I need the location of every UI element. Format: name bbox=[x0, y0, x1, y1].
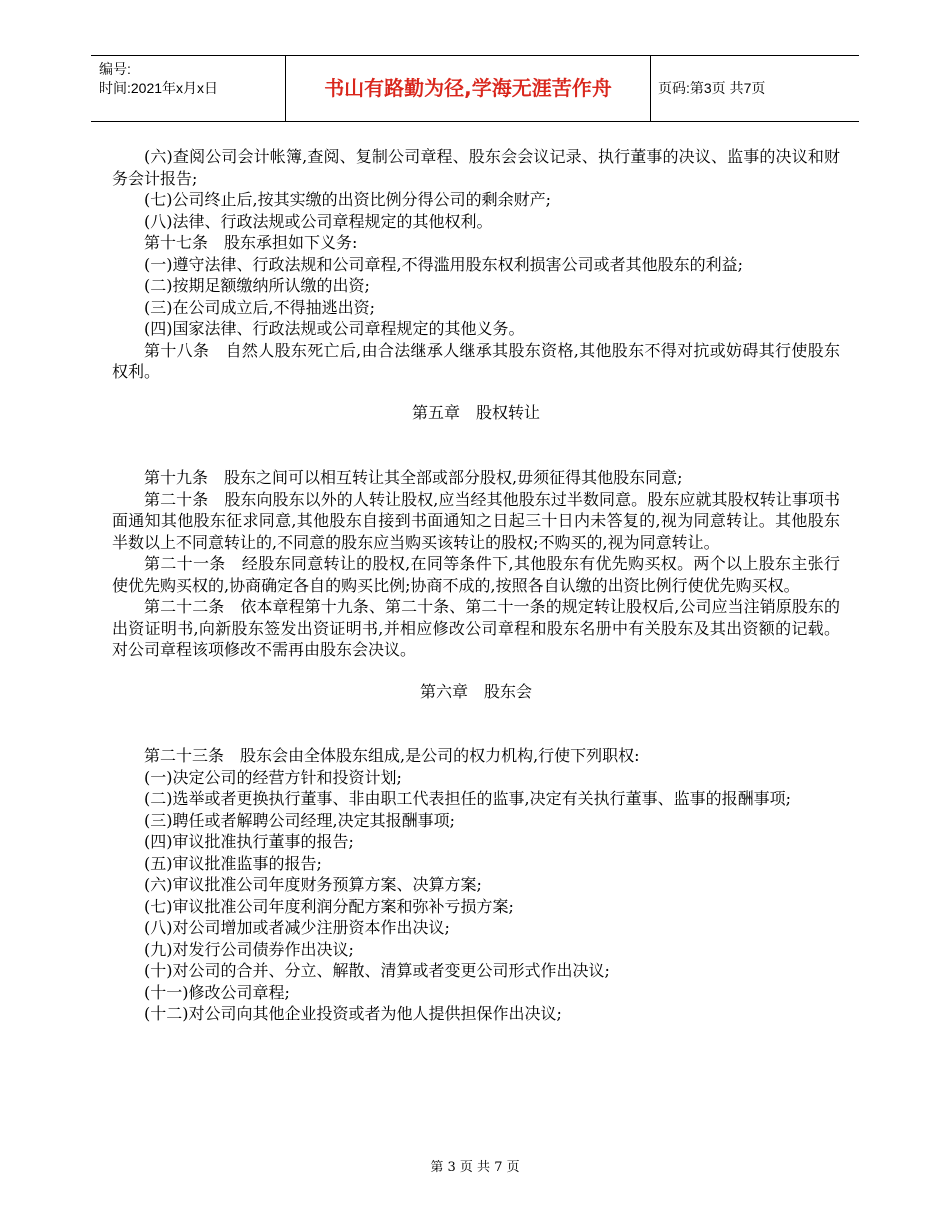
chapter-heading: 第五章 股权转让 bbox=[411, 402, 540, 422]
paragraph: (二)按期足额缴纳所认缴的出资; bbox=[144, 276, 370, 295]
paragraph: 第二十三条 股东会由全体股东组成,是公司的权力机构,行使下列职权: bbox=[144, 746, 640, 765]
header-page-info: 页码:第3页 共7页 bbox=[658, 80, 766, 96]
paragraph: (七)审议批准公司年度利润分配方案和弥补亏损方案; bbox=[144, 896, 514, 916]
paragraph: (五)审议批准监事的报告; bbox=[144, 853, 322, 873]
paragraph: 第二十一条 经股东同意转让的股权,在同等条件下,其他股东有优先购买权。两个以上股东主张行使优先购买权的,协商确定各自的购买比例;协商不成的,按照各自认缴的出资比例行使优先购买权。 bbox=[112, 554, 840, 595]
paragraph: (十二)对公司向其他企业投资或者为他人提供担保作出决议; bbox=[144, 1004, 562, 1023]
paragraph: (六)审议批准公司年度财务预算方案、决算方案; bbox=[144, 875, 482, 894]
paragraph: (八)法律、行政法规或公司章程规定的其他权利。 bbox=[144, 211, 493, 231]
paragraph: (二)选举或者更换执行董事、非由职工代表担任的监事,决定有关执行董事、监事的报酬事项; bbox=[144, 789, 791, 808]
page-footer: 第 3 页 共 7 页 bbox=[430, 1160, 520, 1175]
document-body bbox=[112, 146, 840, 1025]
chapter-heading: 第六章 股东会 bbox=[419, 681, 532, 701]
paragraph: (八)对公司增加或者减少注册资本作出决议; bbox=[144, 918, 450, 937]
paragraph: (一)决定公司的经营方针和投资计划; bbox=[144, 767, 402, 787]
paragraph: (三)在公司成立后,不得抽逃出资; bbox=[144, 297, 375, 317]
page-header bbox=[91, 55, 859, 122]
header-divider bbox=[650, 56, 651, 121]
document-time-label: 时间:2021年x月x日 bbox=[99, 80, 219, 96]
paragraph: (四)审议批准执行董事的报告; bbox=[144, 832, 354, 851]
paragraph: (七)公司终止后,按其实缴的出资比例分得公司的剩余财产; bbox=[144, 190, 551, 209]
header-meta bbox=[99, 60, 218, 98]
paragraph: (一)遵守法律、行政法规和公司章程,不得滥用股东权利损害公司或者其他股东的利益; bbox=[144, 254, 743, 274]
document-number-label: 编号: bbox=[99, 61, 131, 77]
paragraph: (九)对发行公司债券作出决议; bbox=[144, 939, 354, 959]
paragraph: (四)国家法律、行政法规或公司章程规定的其他义务。 bbox=[144, 319, 525, 338]
paragraph: 第二十二条 依本章程第十九条、第二十条、第二十一条的规定转让股权后,公司应当注销原股东的出资证明书,向新股东签发出资证明书,并相应修改公司章程和股东名册中有关股东及其出资额的记载。对公司章程该项修改不需再由股东会决议。 bbox=[112, 597, 840, 659]
header-motto: 书山有路勤为径,学海无涯苦作舟 bbox=[324, 76, 612, 100]
paragraph: (三)聘任或者解聘公司经理,决定其报酬事项; bbox=[144, 810, 455, 830]
paragraph: 第十八条 自然人股东死亡后,由合法继承人继承其股东资格,其他股东不得对抗或妨碍其行使股东权利。 bbox=[112, 340, 840, 381]
paragraph: 第十七条 股东承担如下义务: bbox=[144, 233, 358, 252]
paragraph: 第二十条 股东向股东以外的人转让股权,应当经其他股东过半数同意。股东应就其股权转让事项书面通知其他股东征求同意,其他股东自接到书面通知之日起三十日内未答复的,视为同意转让。其他股东半数以上不同意转让的,不同意的股东应当购买该转让的股权;不购买的,视为同意转让。 bbox=[112, 489, 840, 552]
paragraph: (十)对公司的合并、分立、解散、清算或者变更公司形式作出决议; bbox=[144, 961, 610, 980]
paragraph: 第十九条 股东之间可以相互转让其全部或部分股权,毋须征得其他股东同意; bbox=[144, 468, 683, 487]
paragraph: (十一)修改公司章程; bbox=[144, 982, 290, 1002]
paragraph: (六)查阅公司会计帐簿,查阅、复制公司章程、股东会会议记录、执行董事的决议、监事的决议和财务会计报告; bbox=[112, 147, 840, 188]
